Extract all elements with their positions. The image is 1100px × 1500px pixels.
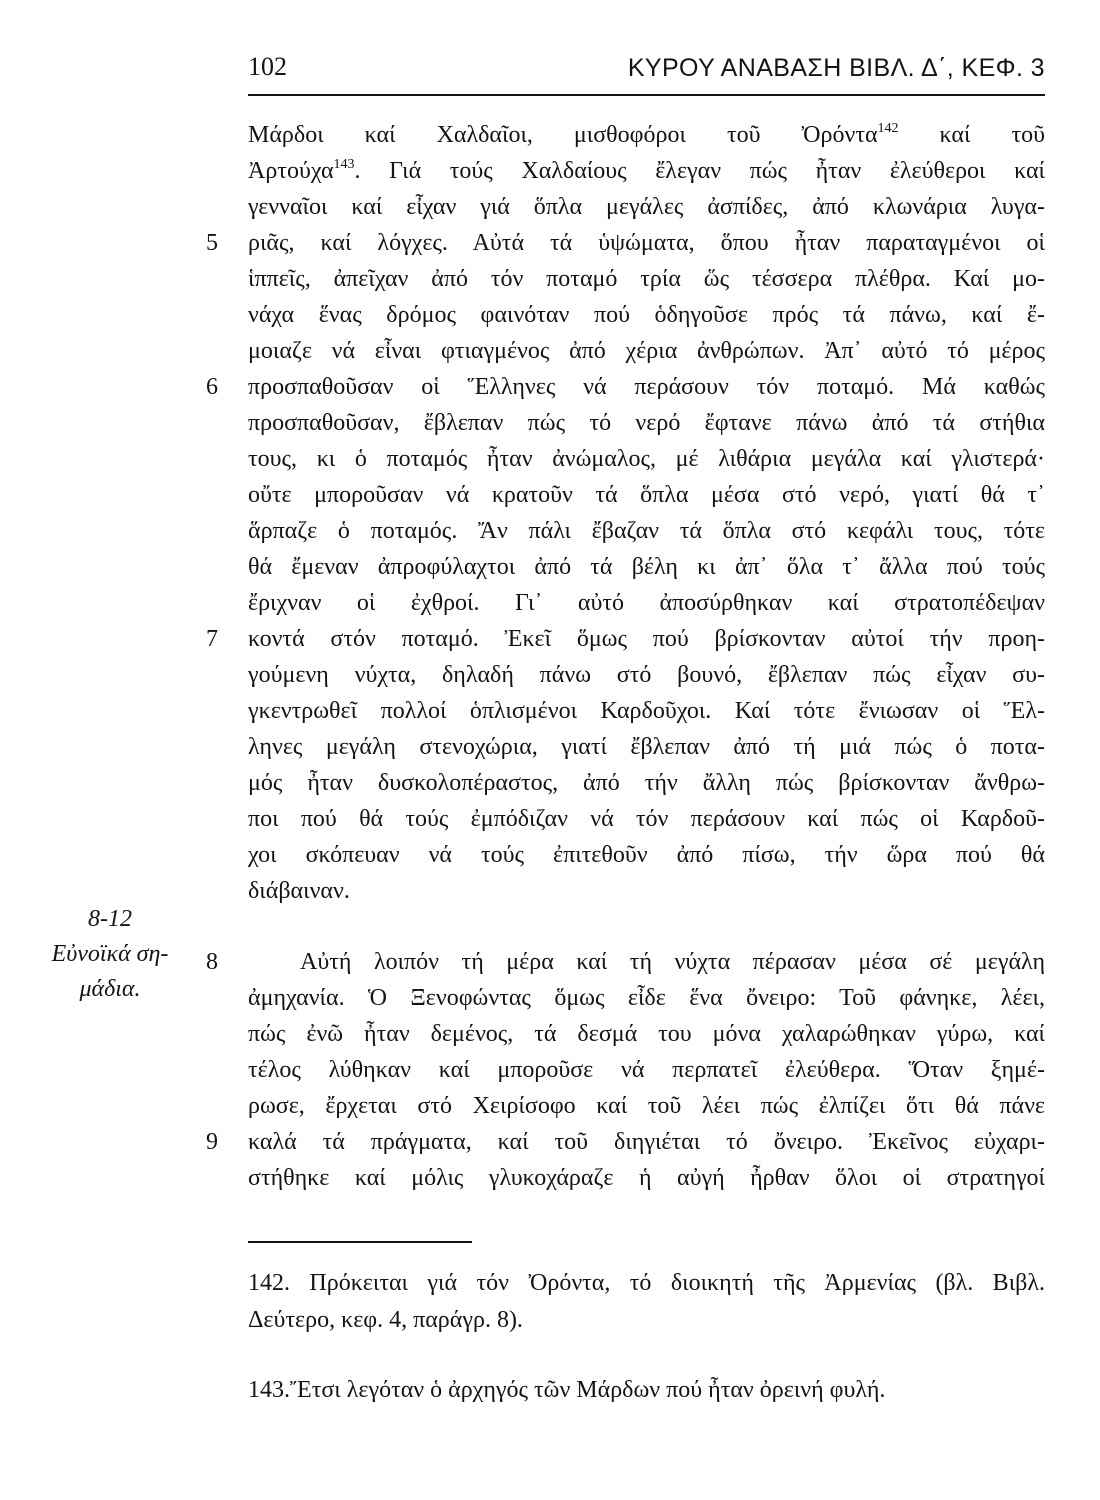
- section-number: 5: [206, 230, 218, 256]
- footnote-143: [248, 1372, 1045, 1409]
- line-text: κοντά στόν ποταμό. Ἐκεῖ ὅμως πού βρίσκονταν αὐτοί τήν προη-: [248, 626, 1045, 652]
- text-line: [206, 369, 1045, 405]
- line-text: ποι πού θά τούς ἐμπόδιζαν νά τόν περάσουν καί πώς οἱ Καρδοῦ-: [248, 806, 1045, 832]
- footnote-line: 142. Πρόκειται γιά τόν Ὀρόντα, τό διοικητή τῆς Ἀρμενίας (βλ. Βιβλ.: [248, 1270, 1045, 1296]
- line-text: καλά τά πράγματα, καί τοῦ διηγιέται τό ὄνειρο. Ἐκεῖνος εὐχαρι-: [248, 1129, 1045, 1155]
- section-number: 7: [206, 626, 218, 652]
- text-line: [248, 513, 1045, 549]
- text-line: [248, 117, 1045, 153]
- footnote-142: [248, 1265, 1045, 1339]
- line-text: μός ἦταν δυσκολοπέραστος, ἀπό τήν ἄλλη πώς βρίσκονταν ἄνθρω-: [248, 770, 1045, 796]
- line-text: ριᾶς, καί λόγχες. Αὐτά τά ὑψώματα, ὅπου ἦταν παραταγμένοι οἱ: [248, 230, 1045, 256]
- text-line: [248, 405, 1045, 441]
- line-text: χοι σκόπευαν νά τούς ἐπιτεθοῦν ἀπό πίσω, τήν ὥρα πού θά: [248, 842, 1045, 868]
- line-text: γκεντρωθεῖ πολλοί ὁπλισμένοι Καρδοῦχοι. Καί τότε ἔνιωσαν οἱ Ἕλ-: [248, 698, 1045, 724]
- text-line: [248, 261, 1045, 297]
- line-text: νάχα ἕνας δρόμος φαινόταν πού ὁδηγοῦσε πρός τά πάνω, καί ἔ-: [248, 302, 1045, 328]
- text-line: [248, 693, 1045, 729]
- footnote-ref: 142: [877, 121, 899, 136]
- footnote-line: 143.Ἔτσι λεγόταν ὁ ἀρχηγός τῶν Μάρδων πού ἦταν ὀρεινή φυλή.: [248, 1377, 886, 1403]
- line-text: θά ἔμεναν ἀπροφύλαχτοι ἀπό τά βέλη κι ἀπ᾿ ὅλα τ᾿ ἄλλα πού τούς: [248, 554, 1045, 580]
- text-line: [248, 549, 1045, 585]
- text-line: [248, 441, 1045, 477]
- paragraph-1: [206, 117, 1045, 909]
- paragraph-2: [206, 944, 1045, 1196]
- footnote-line: Δεύτερο, κεφ. 4, παράγρ. 8).: [248, 1307, 523, 1333]
- text-line: [248, 801, 1045, 837]
- text-line: [206, 621, 1045, 657]
- footnote-ref: 143: [333, 157, 355, 172]
- line-text: ἔριχναν οἱ ἐχθροί. Γι᾿ αὐτό ἀποσύρθηκαν καί στρατοπέδεψαν: [248, 590, 1045, 616]
- text-line: [248, 1160, 1045, 1196]
- line-text: γούμενη νύχτα, δηλαδή πάνω στό βουνό, ἔβλεπαν πώς εἶχαν συ-: [248, 662, 1045, 688]
- line-text: οὔτε μποροῦσαν νά κρατοῦν τά ὅπλα μέσα στό νερό, γιατί θά τ᾿: [248, 482, 1045, 508]
- line-text: ἅρπαζε ὁ ποταμός. Ἄν πάλι ἔβαζαν τά ὅπλα στό κεφάλι τους, τότε: [248, 518, 1045, 544]
- line-text: γενναῖοι καί εἶχαν γιά ὅπλα μεγάλες ἀσπίδες, ἀπό κλωνάρια λυγα-: [248, 194, 1045, 220]
- margin-note-range: 8-12: [88, 906, 132, 932]
- margin-note-title-line: μάδια.: [79, 976, 141, 1002]
- text-line: [206, 225, 1045, 261]
- line-text: τους, κι ὁ ποταμός ἦταν ἀνώμαλος, μέ λιθάρια μεγάλα καί γλιστερά·: [248, 446, 1045, 472]
- margin-note: [30, 902, 190, 1007]
- text-segment: Μάρδοι καί Χαλδαῖοι, μισθοφόροι τοῦ Ὀρόντα: [248, 122, 878, 148]
- text-line: [248, 189, 1045, 225]
- text-line: [206, 944, 1045, 980]
- text-line: [248, 1016, 1045, 1052]
- text-line: [248, 729, 1045, 765]
- text-segment: Ἀρτούχα: [248, 158, 334, 184]
- line-text: ἀμηχανία. Ὁ Ξενοφώντας ὅμως εἶδε ἕνα ὄνειρο: Τοῦ φάνηκε, λέει,: [248, 985, 1045, 1011]
- page-number: 102: [248, 52, 287, 81]
- line-text: διάβαιναν.: [248, 878, 350, 904]
- running-title: ΚΥΡΟΥ ΑΝΑΒΑΣΗ ΒΙΒΛ. Δ΄, ΚΕΦ. 3: [627, 54, 1045, 82]
- header-rule: [248, 94, 1045, 96]
- text-line: [248, 1088, 1045, 1124]
- section-number: 9: [206, 1129, 218, 1155]
- text-line: [248, 837, 1045, 873]
- text-line: [248, 1052, 1045, 1088]
- line-text: προσπαθοῦσαν οἱ Ἕλληνες νά περάσουν τόν ποταμό. Μά καθώς: [248, 374, 1045, 400]
- text-segment: . Γιά τούς Χαλδαίους ἔλεγαν πώς ἦταν ἐλεύθεροι καί: [354, 158, 1045, 184]
- text-line: [248, 153, 1045, 189]
- section-number: 6: [206, 374, 218, 400]
- text-line: [248, 477, 1045, 513]
- section-number: 8: [206, 949, 218, 975]
- line-text: στήθηκε καί μόλις γλυκοχάραζε ἡ αὐγή ἦρθαν ὅλοι οἱ στρατηγοί: [248, 1165, 1045, 1191]
- line-text: τέλος λύθηκαν καί μποροῦσε νά περπατεῖ ἐλεύθερα. Ὅταν ξημέ-: [248, 1057, 1045, 1083]
- text-segment: καί τοῦ: [898, 122, 1045, 148]
- margin-note-title-line: Εὐνοϊκά ση-: [51, 941, 169, 967]
- line-text: μοιαζε νά εἶναι φτιαγμένος ἀπό χέρια ἀνθρώπων. Ἀπ᾿ αὐτό τό μέρος: [248, 338, 1045, 364]
- text-line: [248, 765, 1045, 801]
- text-line: [248, 980, 1045, 1016]
- text-line: [248, 873, 1045, 909]
- text-line: [248, 585, 1045, 621]
- line-text: προσπαθοῦσαν, ἔβλεπαν πώς τό νερό ἔφτανε πάνω ἀπό τά στήθια: [248, 410, 1045, 436]
- text-line: [248, 333, 1045, 369]
- line-text: ληνες μεγάλη στενοχώρια, γιατί ἔβλεπαν ἀπό τή μιά πώς ὁ ποτα-: [248, 734, 1045, 760]
- line-text: ρωσε, ἔρχεται στό Χειρίσοφο καί τοῦ λέει πώς ἐλπίζει ὅτι θά πάνε: [248, 1093, 1045, 1119]
- text-line: [248, 657, 1045, 693]
- line-text: ἱππεῖς, ἀπεῖχαν ἀπό τόν ποταμό τρία ὥς τέσσερα πλέθρα. Καί μο-: [248, 266, 1045, 292]
- line-text: πώς ἐνῶ ἦταν δεμένος, τά δεσμά του μόνα χαλαρώθηκαν γύρω, καί: [248, 1021, 1045, 1047]
- text-line: [206, 1124, 1045, 1160]
- line-text: Αὐτή λοιπόν τή μέρα καί τή νύχτα πέρασαν μέσα σέ μεγάλη: [300, 949, 1045, 975]
- footnote-rule: [248, 1241, 472, 1243]
- text-line: [248, 297, 1045, 333]
